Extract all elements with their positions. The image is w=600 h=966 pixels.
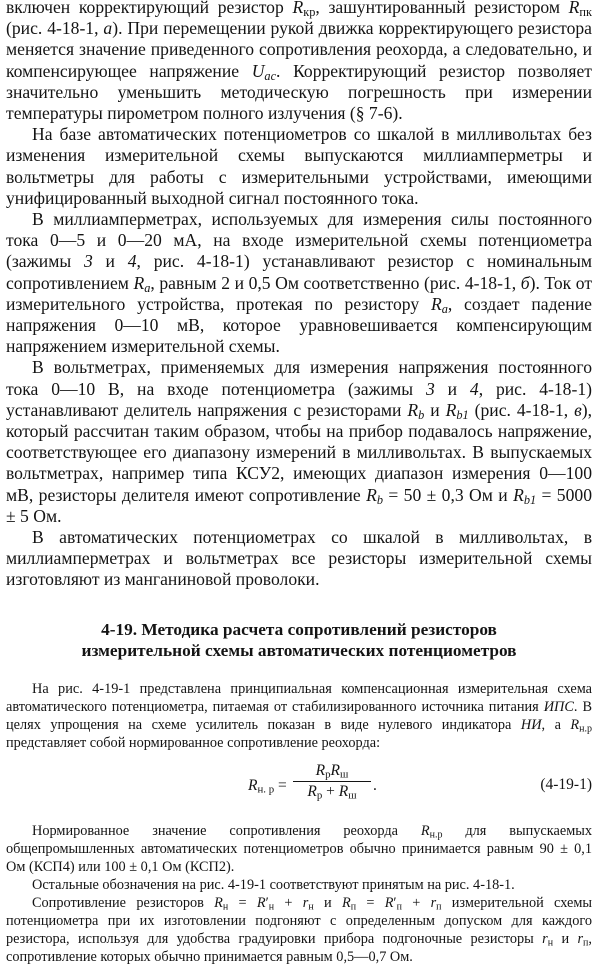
formula-4-19-1 (6, 758, 592, 816)
formula-lhs: $R_{н. р}$ = (248, 776, 287, 796)
heading-line: измерительной схемы автоматических потенциометров (81, 641, 517, 661)
paragraph: В автоматических потенциометрах со шкалой в милливольтах, в миллиамперметрах и вольтметрах все резисторы измерительной схемы изготовляют из манганиновой проволоки. (6, 527, 592, 590)
formula-fraction (293, 762, 371, 801)
paragraph: В миллиамперметрах, используемых для измерения силы постоянного тока 0—5 и 0—20 мА, на входе измерительной схемы потенциометра (зажимы 3 и 4, рис. 4-18-1) устанавливают резистор с номинальным сопротивлением $R_a$, равным 2 и 0,5 Ом соответственно (рис. 4-18-1, б). Ток от измерительного устройства, протекая по резистору $R_a$, создает падение напряжения 0—10 мВ, которое уравновешивается компенсирующим напряжением измерительной схемы. (6, 209, 593, 357)
paragraph: На рис. 4-19-1 представлена принципиальная компенсационная измерительная схема автоматического потенциометра, питаемая от стабилизированного источника питания ИПС. В целях упрощения на схеме усилитель показан в виде нулевого индикатора НИ, а $R_{н.р}$ представляет собой нормированное сопротивление реохорда: (6, 680, 593, 751)
equation-number: (4-19-1) (540, 775, 592, 793)
section-heading (6, 619, 592, 662)
paragraph: В вольтметрах, применяемых для измерения напряжения постоянного тока 0—10 В, на входе потенциометра (зажимы 3 и 4, рис. 4-18-1) устанавливают делитель напряжения с резисторами $R_b$ и $R_{b1}$ (рис. 4-18-1, в), который рассчитан таким образом, чтобы на прибор подавалось напряжение, соответствующее его диапазону измерений в милливольтах. В выпускаемых вольтметрах, например типа КСУ2, имеющих диапазон измерения 0—100 мВ, резисторы делителя имеют сопротивление $R_b = 50 \pm 0,3$ Ом и $R_{b1} = 5000 \pm 5$ Ом. (6, 357, 592, 526)
document-page (6, 0, 592, 966)
paragraph: Остальные обозначения на рис. 4-19-1 соответствуют принятым на рис. 4-18-1. (32, 876, 515, 893)
formula-numerator: $R_рR_ш$ (293, 762, 371, 782)
paragraph: включен корректирующий резистор $R_{кр}$, зашунтированный резистором $R_{пк}$ (рис. 4-18-1, а). При перемещении рукой движка корректирующего резистора меняется значение приведенного сопротивления реохорда, а следовательно, и компенсирующее напряжение $U_{ac}$. Корректирующий резистор позволяет значительно уменьшить методическую погрешность при измерении температуры пирометром полного излучения (§ 7-6). (6, 0, 592, 124)
paragraph: На базе автоматических потенциометров со шкалой в милливольтах без изменения измерительной схемы выпускаются миллиамперметры и вольтметры для работы с измерительными устройствами, имеющими унифицированный выходной сигнал постоянного тока. (6, 124, 592, 208)
formula-denominator: $R_р + R_ш$ (307, 782, 357, 802)
paragraph: Сопротивление резисторов $R_н = R'_н + r_н$ и $R_п = R'_п + r_п$ измерительной схемы потенциометра при их изготовлении подгоняют с определенным допуском для каждого резистора, используя для удобства градуировки прибора подгоночные резисторы $r_н$ и $r_п$, сопротивление которых обычно принимается равным 0,5—0,7 Ом. (6, 894, 593, 965)
bottom-text-block (6, 680, 592, 966)
formula-end: . (373, 776, 377, 794)
heading-line: 4-19. Методика расчета сопротивлений резисторов (101, 619, 497, 639)
paragraph: Нормированное значение сопротивления реохорда $R_{н.р}$ для выпускаемых общепромышленных автоматических потенциометров обычно принимается равным 90 ± 0,1 Ом (КСП4) или 100 ± 0,1 Ом (КСП2). (6, 822, 592, 875)
top-text-block (6, 0, 592, 591)
